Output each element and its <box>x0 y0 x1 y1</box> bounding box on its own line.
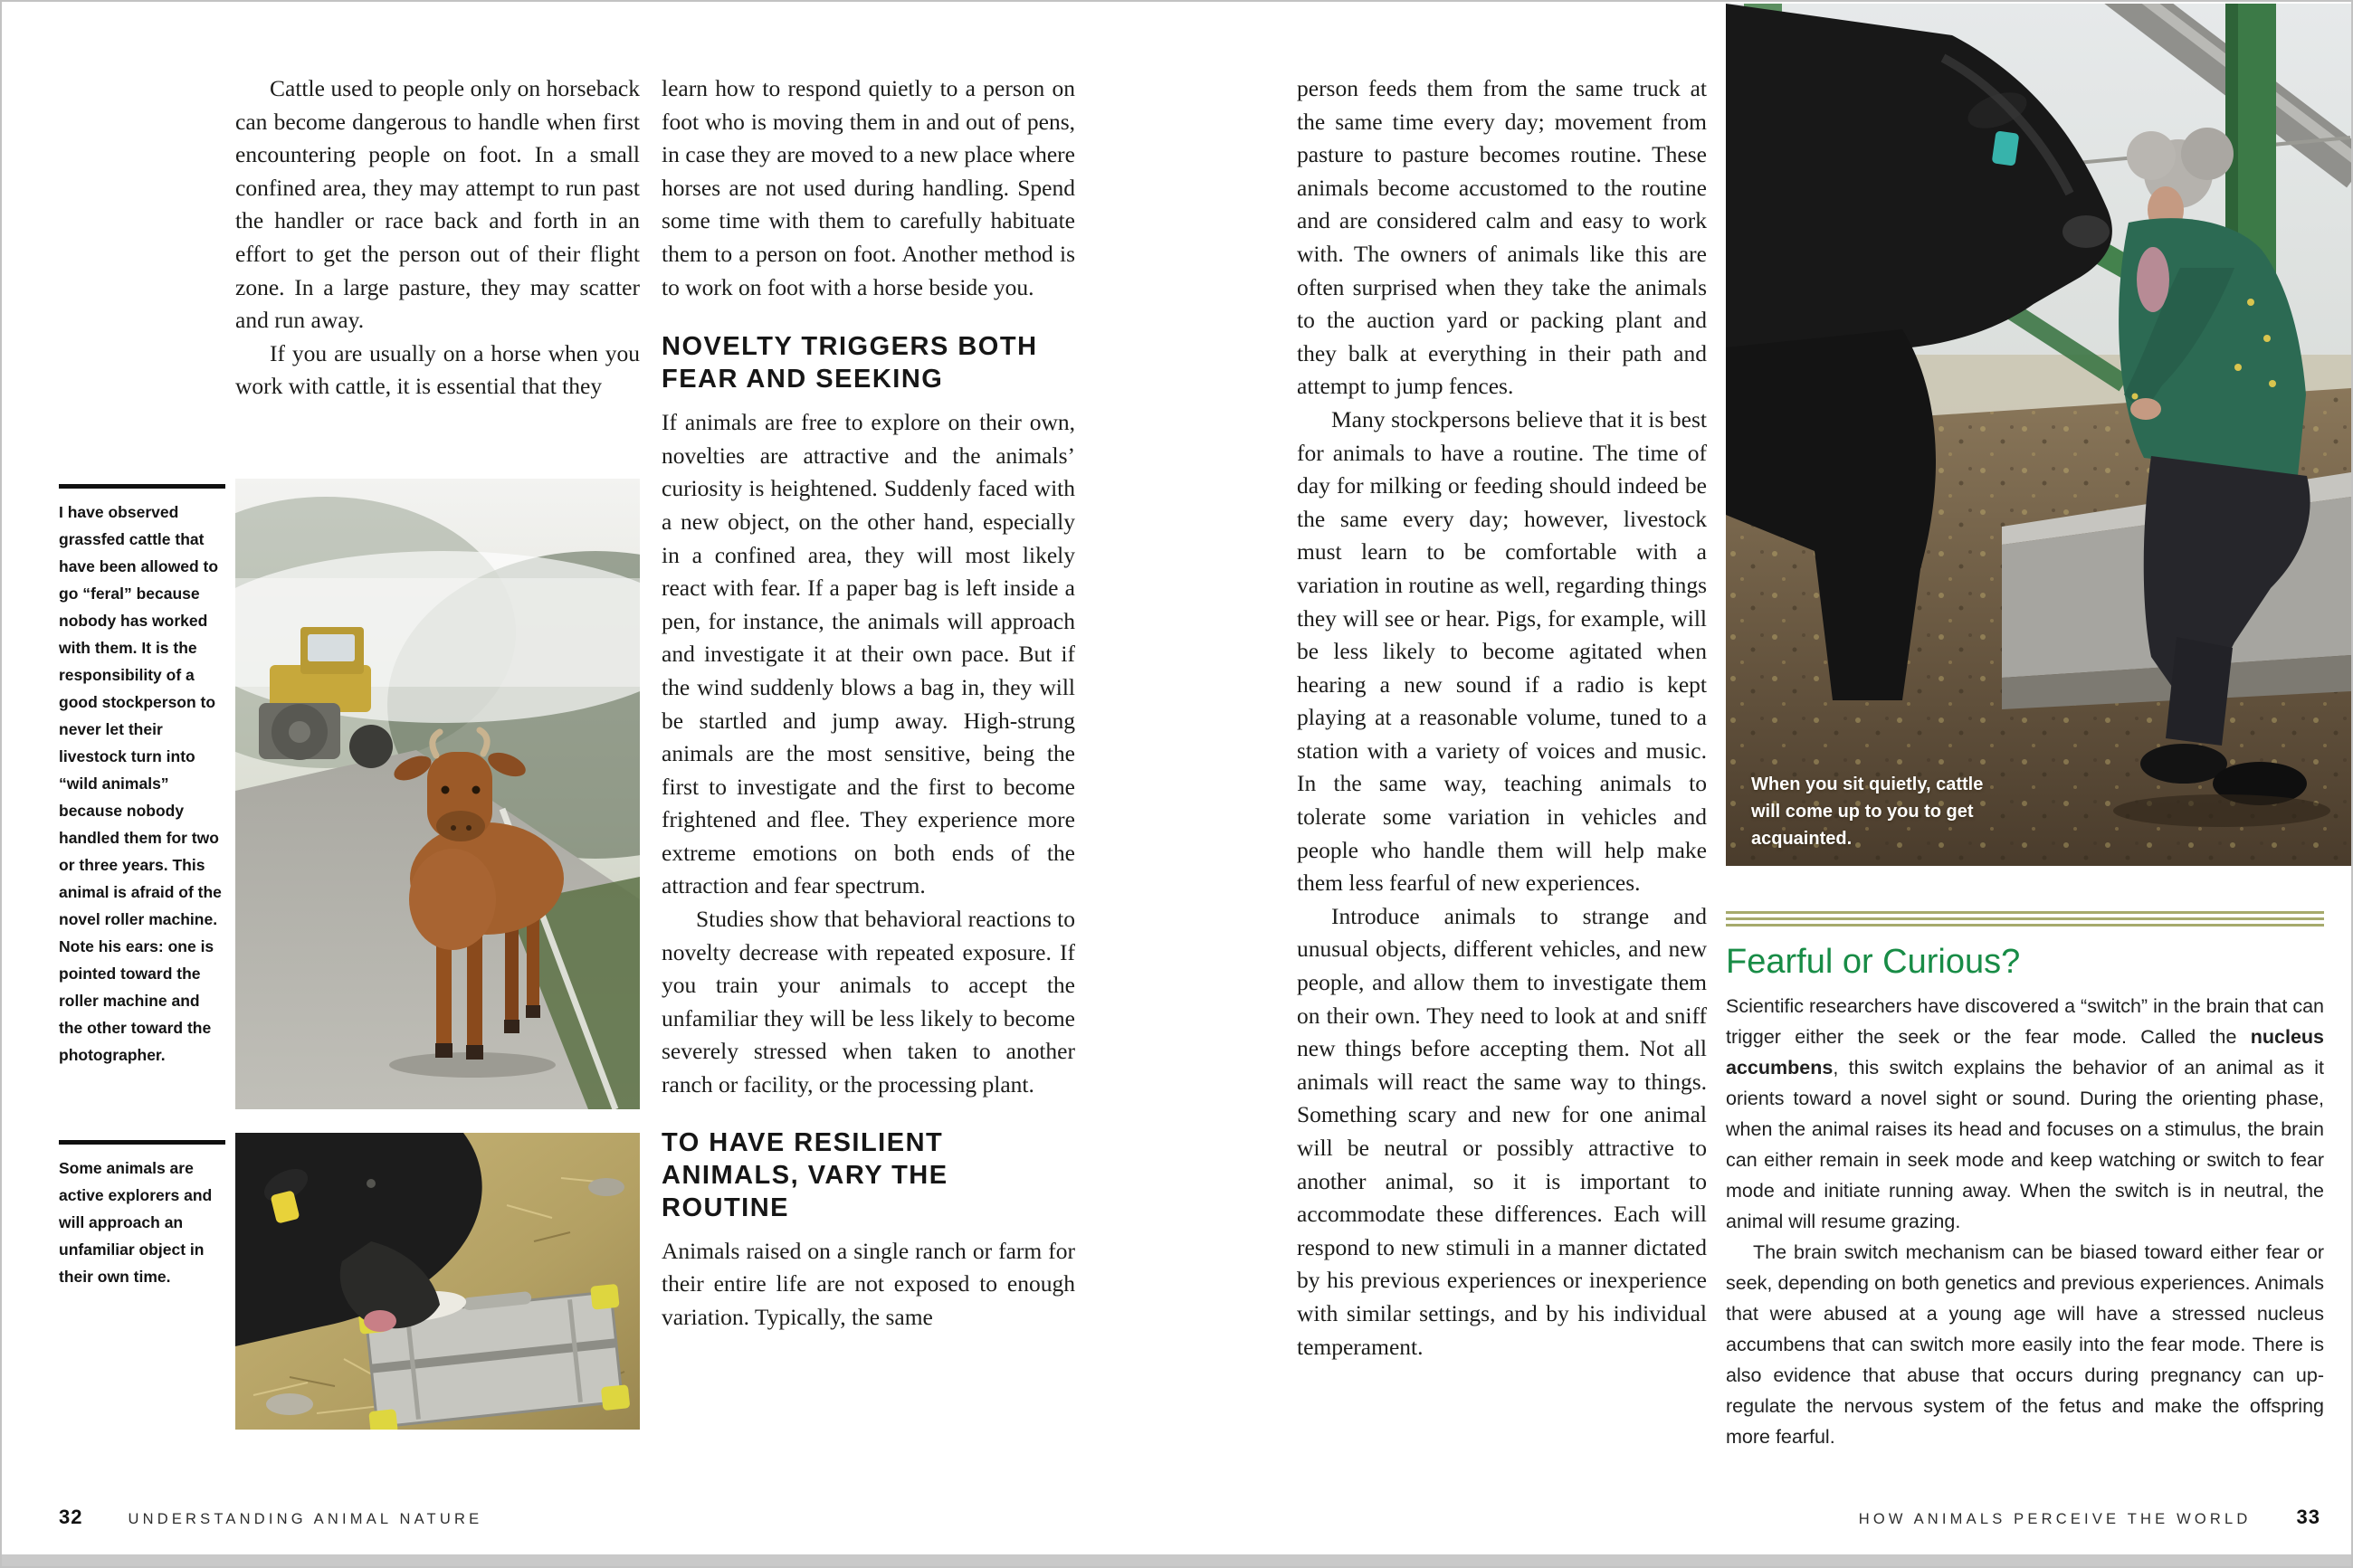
body-paragraph: If you are usually on a horse when you work with cattle, it is essential that they <box>235 339 640 400</box>
photo-caption: When you sit quietly, cattle will come up to you to get acquainted. <box>1751 774 1984 849</box>
triple-rule <box>1726 911 2324 927</box>
page-number: 33 <box>2296 1506 2320 1528</box>
fearful-or-curious-box <box>1726 911 2324 1452</box>
box-text: Scientific researchers have discovered a “switch” in the brain that can trigger either the seek or the fear mode. Called the <box>1726 995 2324 1048</box>
box-bold-term: nucleus accumbens <box>1726 1026 2324 1079</box>
page-number: 32 <box>59 1506 83 1528</box>
woman-cow-fence-photo <box>1726 4 2351 866</box>
section-heading: NOVELTY TRIGGERS BOTH FEAR AND SEEKING <box>662 332 1038 394</box>
right-page-footer <box>1859 1506 2320 1529</box>
running-head: HOW ANIMALS PERCEIVE THE WORLD <box>1858 1511 2252 1527</box>
column-3 <box>1297 72 1707 1364</box>
body-paragraph: Introduce animals to strange and unusual objects, different vehicles, and new people, and allow them to investigate them on their own. They need to look at and sniff new things before accepting them. Not all animals will react the same way to things. Something scary and new for one animal will be neutral or possibly attractive to another animal, so it is important to accommodate these differences. Each will respond to new stimuli in a manner dictated by his previous experiences or inexperience with similar settings, and by his individual temperament. <box>1297 902 1707 1360</box>
margin-note-text: Some animals are active explorers and will approach an unfamiliar object in their own time. <box>59 1159 213 1286</box>
margin-note-text: I have observed grassfed cattle that have been allowed to go “feral” because nobody has worked with them. It is the responsibility of a good stockperson to never let their livestock turn into “wild animals” because nobody handled them for two or three years. This animal is afraid of the novel roller machine. Note his ears: one is pointed toward the roller machine and the other toward the photographer. <box>59 503 222 1064</box>
body-paragraph: Cattle used to people only on horseback can become dangerous to handle when first encountering people on foot. In a small confined area, they may attempt to run past the handler or race back and forth in an effort to get the person out of their flight zone. In a large pasture, they may scatter and run away. <box>235 75 640 334</box>
box-title: Fearful or Curious? <box>1726 943 2021 981</box>
margin-note-rule <box>59 1140 225 1145</box>
body-paragraph: If animals are free to explore on their own, novelties are attractive and the animals’ curiosity is heightened. Suddenly faced with a new object, on the other hand, especially in a confined area, they will most likely react with fear. If a paper bag is left inside a pen, for instance, the animals will approach and investigate it at their own pace. But if the wind suddenly blows a bag in, they will be startled and jump away. High-strung animals are the most sensitive, being the first to investigate and the first to become frightened and flee. They experience more extreme emotions on both ends of the attraction and fear spectrum. <box>662 409 1075 899</box>
cow-case-illustration <box>235 1133 640 1430</box>
cow-case-photo <box>235 1133 640 1430</box>
running-head: UNDERSTANDING ANIMAL NATURE <box>128 1511 483 1527</box>
woman-cow-fence-illustration <box>1726 4 2351 866</box>
margin-note-2 <box>59 1140 225 1290</box>
column-1 <box>235 72 640 404</box>
section-heading: TO HAVE RESILIENT ANIMALS, VARY THE ROUTINE <box>662 1127 948 1222</box>
box-paragraph: The brain switch mechanism can be biased toward either fear or seek, depending on both genetics and previous experiences. Animals that were abused at a young age will have a stressed nucleus accumbens that can switch more easily into the fear mode. There is also evidence that abuse that occurs during pregnancy can up-regulate the nervous system of the fetus and make the offspring more fearful. <box>1726 1241 2324 1448</box>
margin-note-1 <box>59 484 225 1069</box>
calf-road-roller-illustration <box>235 479 640 1109</box>
left-page-footer <box>59 1506 482 1529</box>
body-paragraph: Animals raised on a single ranch or farm for their entire life are not exposed to enough variation. Typically, the same <box>662 1237 1075 1330</box>
margin-note-rule <box>59 484 225 489</box>
page-bottom-edge <box>2 1554 2351 1566</box>
body-paragraph: learn how to respond quietly to a person on foot who is moving them in and out of pens, in case they are moved to a new place where horses are not used during handling. Spend some time with them to carefully habituate them to a person on foot. Another method is to work on foot with a horse beside you. <box>662 75 1075 300</box>
body-paragraph: Studies show that behavioral reactions to novelty decrease with repeated exposure. If you train your animals to accept the unfamiliar they will be less likely to become severely stressed when taken to another ranch or facility, or the processing plant. <box>662 906 1075 1098</box>
calf-road-roller-photo <box>235 479 640 1109</box>
column-2 <box>662 72 1075 1334</box>
body-paragraph: person feeds them from the same truck at the same time every day; movement from pasture to pasture becomes routine. These animals become accustomed to the routine and are considered calm and easy to work with. The owners of animals like this are often surprised when they take the animals to the auction yard or packing plant and they balk at everything in their path and attempt to jump fences. <box>1297 75 1707 400</box>
body-paragraph: Many stockpersons believe that it is best for animals to have a routine. The time of day for milking or feeding should indeed be the same every day; however, livestock must learn to be comfortable with a variation in routine as well, regarding things they will see or hear. Pigs, for example, will be less likely to become agitated when hearing a new sound if a radio is kept playing at a reasonable volume, tuned to a station with a variety of voices and music. In the same way, teaching animals to tolerate some variation in vehicles and people who handle them will help make them less fearful of new experiences. <box>1297 405 1707 897</box>
box-text: , this switch explains the behavior of an animal as it orients toward a novel sight or sound. During the orienting phase, when the animal raises its head and focuses on a stimulus, the brain can either remain in seek mode and keep watching or switch to fear mode and initiate running away. When the switch is in neutral, the animal will resume grazing. <box>1726 1057 2324 1232</box>
box-paragraph <box>1726 991 2324 1237</box>
